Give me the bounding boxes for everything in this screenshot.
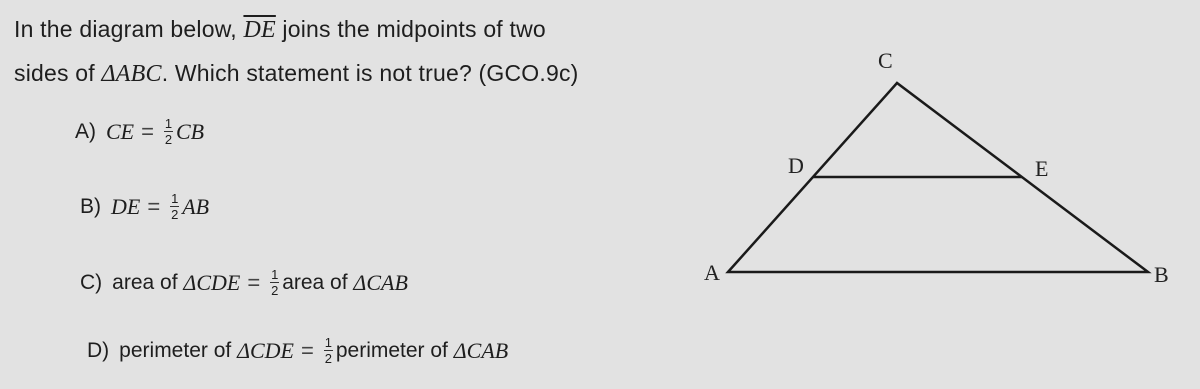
fraction-numerator: 1 (271, 267, 279, 282)
choice-right-prefix: perimeter of (335, 338, 448, 362)
choice-left: CE (106, 118, 135, 144)
vertex-label-b: B (1154, 262, 1169, 287)
choice-right: CB (175, 118, 205, 144)
choice-left-prefix: area of (112, 270, 178, 294)
segment-de: $\overline{DE}$ (243, 17, 276, 43)
choice-right: AB (182, 193, 210, 219)
question-text-end-2: . Which statement is not true? (GCO.9c) (161, 60, 579, 86)
choice-left: ΔCDE (183, 269, 241, 295)
equals-sign: = (141, 118, 154, 144)
fraction-denominator: 2 (171, 207, 179, 222)
fraction-numerator: 1 (324, 335, 332, 350)
choice-letter: D) (87, 338, 110, 362)
equals-sign: = (300, 337, 314, 363)
vertex-label-e: E (1035, 156, 1049, 181)
question-text-end: joins the midpoints of two (275, 16, 546, 42)
question-text-start-2: sides of (14, 60, 102, 86)
equals-sign: = (147, 193, 161, 219)
choice-right: ΔCAB (453, 337, 509, 363)
vertex-label-c: C (878, 48, 893, 73)
choice-letter: C) (80, 270, 103, 294)
fraction-denominator: 2 (271, 283, 279, 298)
fraction-denominator: 2 (324, 351, 332, 366)
choice-right: ΔCAB (353, 269, 408, 295)
choice-right-prefix: area of (282, 270, 348, 294)
vertex-label-d: D (788, 153, 804, 178)
fraction-denominator: 2 (164, 132, 173, 147)
choice-letter: A) (75, 119, 96, 143)
choice-left: ΔCDE (237, 337, 294, 363)
fraction-numerator: 1 (171, 191, 179, 206)
fraction-numerator: 1 (164, 116, 173, 131)
choice-letter: B) (80, 194, 101, 218)
question-text-start: In the diagram below, (14, 16, 244, 42)
vertex-label-a: A (704, 260, 720, 285)
choice-left: DE (111, 193, 141, 219)
choice-left-prefix: perimeter of (119, 338, 232, 362)
equals-sign: = (247, 269, 261, 295)
triangle-abc: ΔABC (101, 61, 162, 87)
